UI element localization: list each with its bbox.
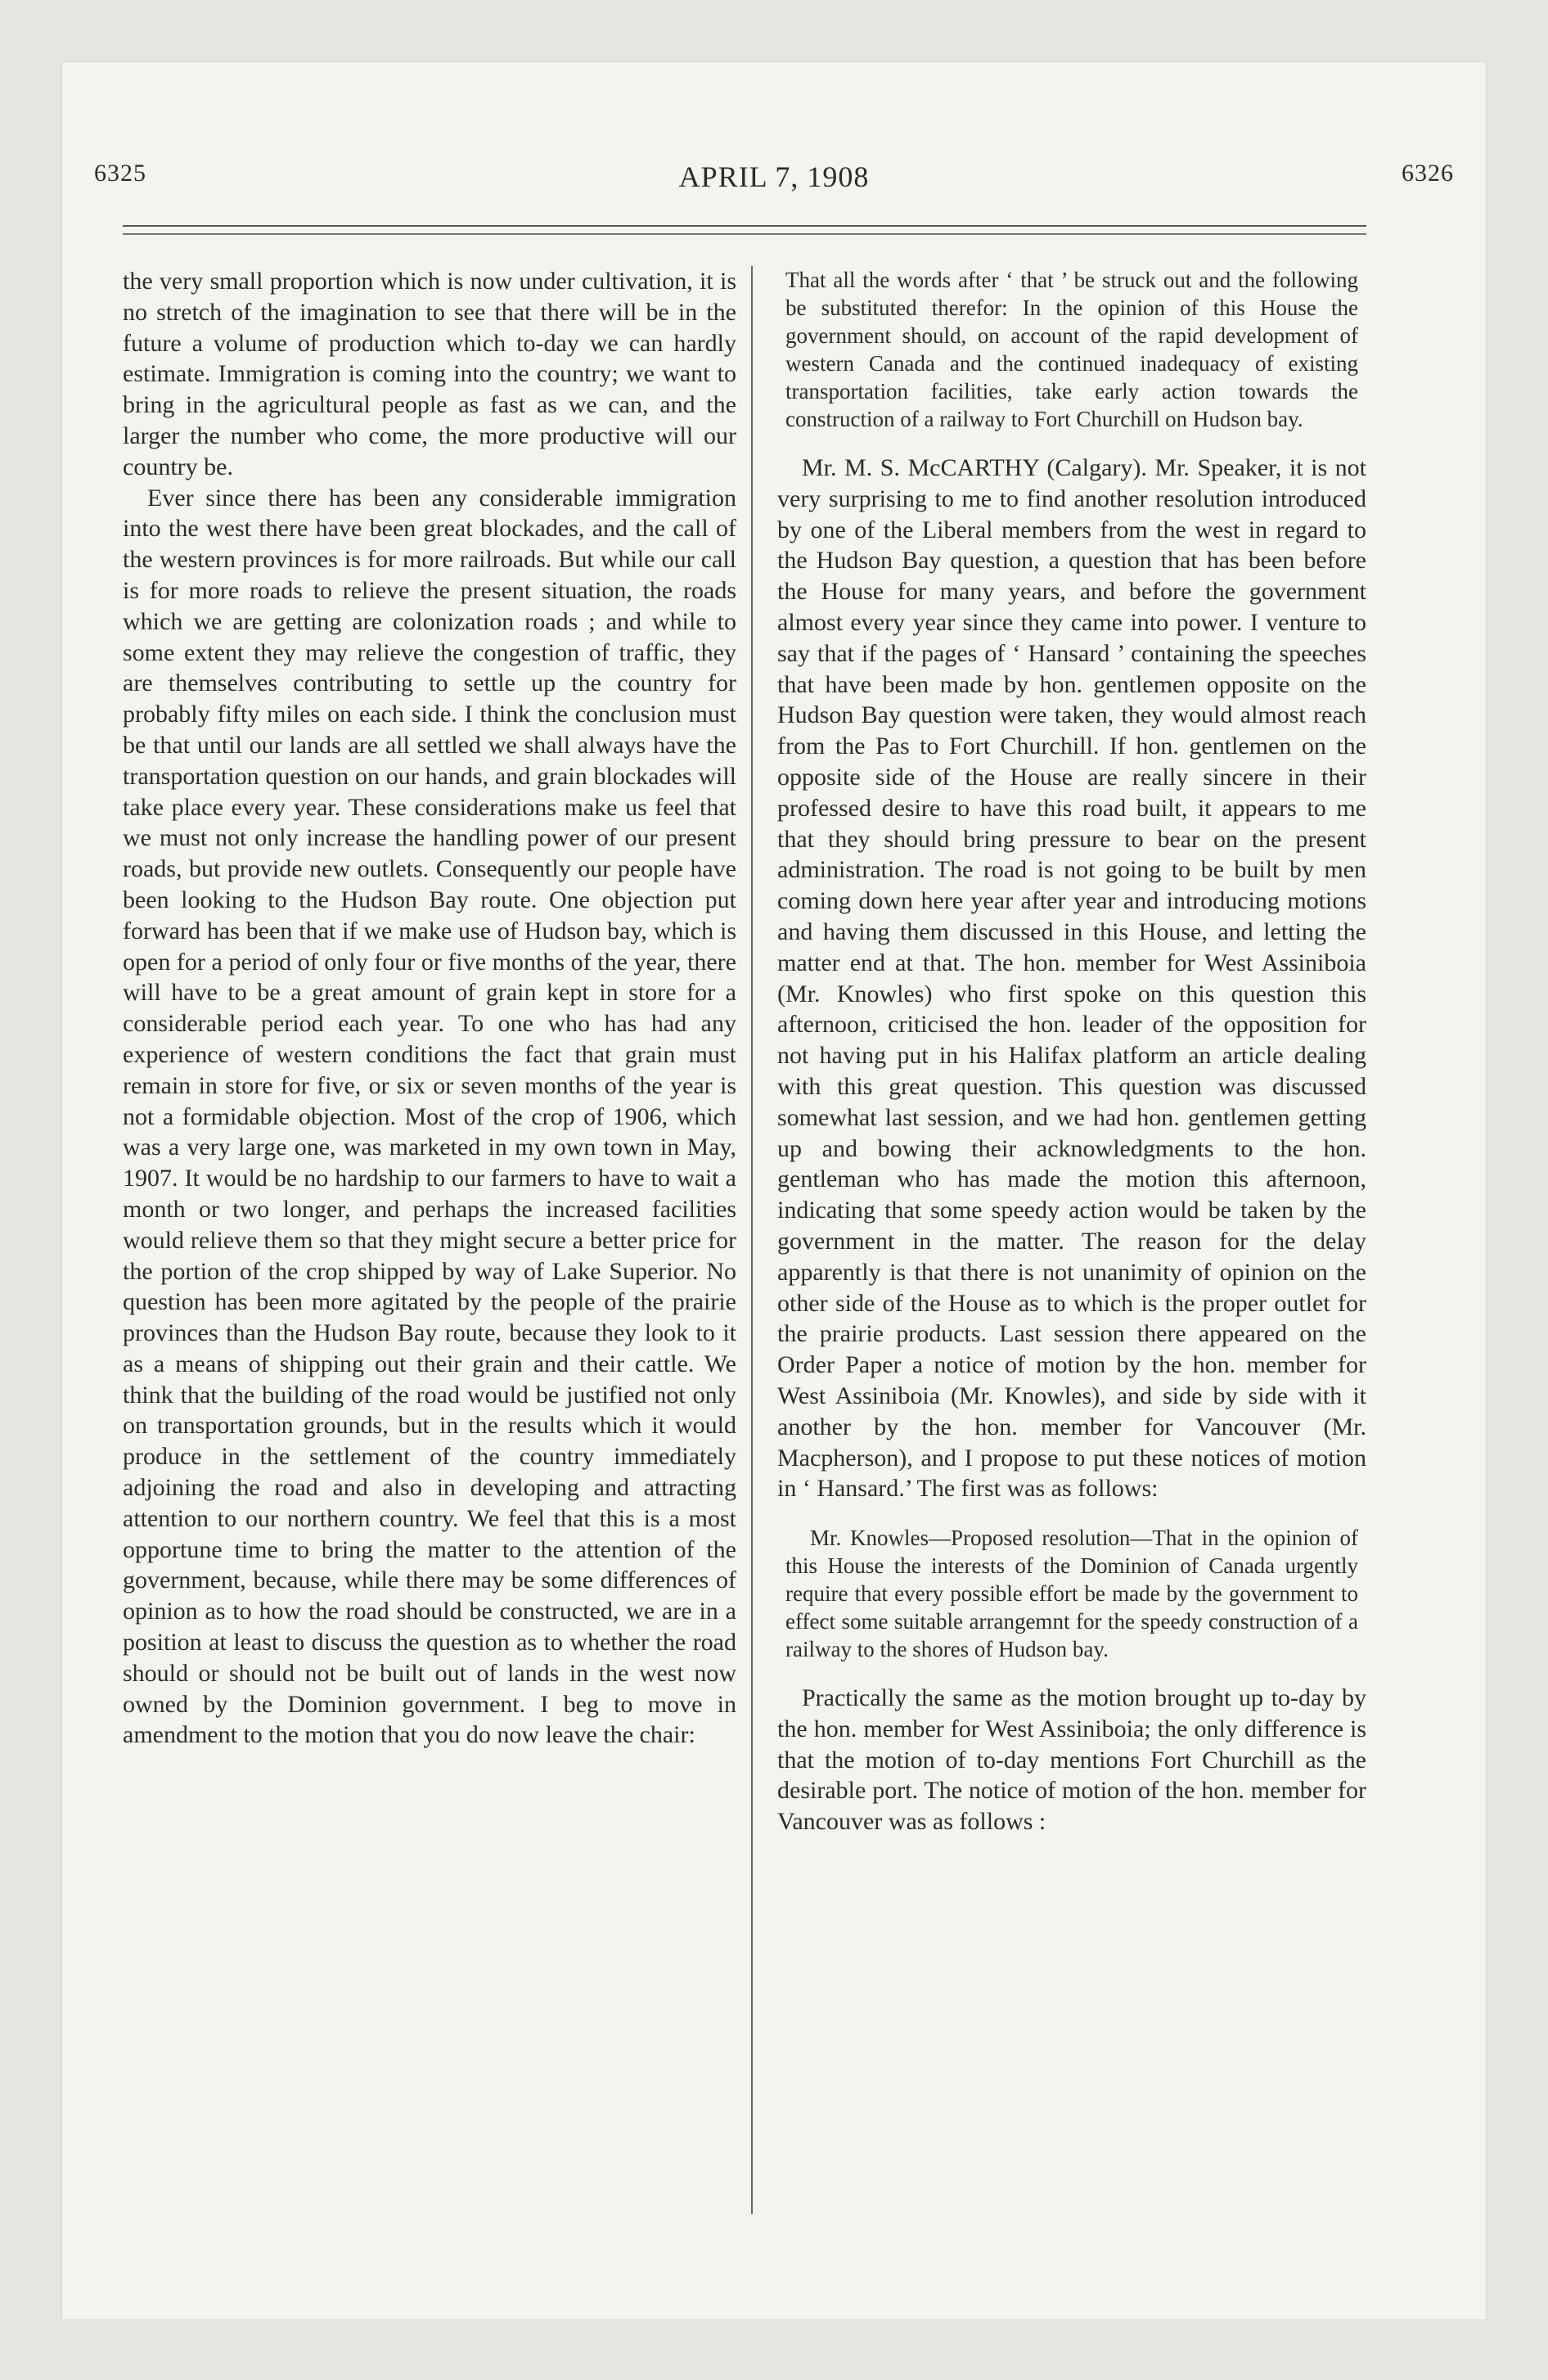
spacer bbox=[777, 433, 1366, 453]
closing-paragraph: Practically the same as the motion brought up to-day by the hon. member for West Assiniboia; the only difference is that the motion of to-day mentions Fort Churchill as the desirable port. The notice of motion of the hon. member for Vancouver was as follows : bbox=[777, 1684, 1366, 1836]
paragraph: Ever since there has been any considerable immigration into the west there have been great blockades, and the call of the western provinces is for more railroads. But while our call is for more roads to relieve the present situation, the roads which we are getting are colonization roads ; and while to some extent they may relieve the congestion of traffic, they are themselves contributing to settle up the country for probably fifty miles on each side. I think the conclusion must be that until our lands are all settled we shall always have the transportation question on our hands, and grain blockades will take place every year. These considerations make us feel that we must not only increase the handling power of our present roads, but provide new outlets. Consequently our people have been looking to the Hudson Bay route. One objection put forward has been that if we make use of Hudson bay, which is open for a period of only four or five months of the year, there will have to be a great amount of grain kept in store for a considerable period each year. To one who has had any experience of western conditions the fact that grain must remain in store for five, or six or seven months of the year is not a formidable objection. Most of the crop of 1906, which was a very large one, was marketed in my own town in May, 1907. It would be no hardship to our farmers to have to wait a month or two longer, and perhaps the increased facilities would relieve them so that they might secure a better price for the portion of the crop shipped by way of Lake Superior. No question has been more agitated by the people of the prairie provinces than the Hudson Bay route, because they look to it as a means of shipping out their grain and their cattle. We think that the building of the road would be justified not only on transportation grounds, but in the results which it would produce in the settlement of the country immediately adjoining the road and also in developing and attracting attention to our northern country. We feel that this is a most opportune time to bring the matter to the attention of the government, because, while there may be some differences of opinion as to how the road should be constructed, we are in a position at least to discuss the question as to whether the road should or should not be built out of lands in the west now owned by the Dominion government. I beg to move in amendment to the motion that you do now leave the chair: bbox=[123, 484, 736, 1749]
left-column bbox=[123, 266, 736, 1751]
page-header bbox=[61, 102, 1487, 201]
column-divider bbox=[751, 266, 753, 2214]
mccarthy-speech: Mr. M. S. McCARTHY (Calgary). Mr. Speaker, it is not very surprising to me to find another resolution introduced by one of the Liberal members from the west in regard to the Hudson Bay question, a question that has been before the House for many years, and before the government almost every year since they came into power. I venture to say that if the pages of ‘ Hansard ’ containing the speeches that have been made by hon. gentlemen opposite on the Hudson Bay question were taken, they would almost reach from the Pas to Fort Churchill. If hon. gentlemen on the opposite side of the House are really sincere in their professed desire to have this road built, it appears to me that they should bring pressure to bear on the present administration. The road is not going to be built by men coming down here year after year and introducing motions and having them discussed in this House, and letting the matter end at that. The hon. member for West Assiniboia (Mr. Knowles) who first spoke on this question this afternoon, criticised the hon. leader of the opposition for not having put in his Halifax platform an article dealing with this great question. This question was discussed somewhat last session, and we had hon. gentlemen getting up and bowing their acknowledgments to the hon. gentleman who has made the motion this afternoon, indicating that some speedy action would be taken by the government in the matter. The reason for the delay apparently is that there is not unanimity of opinion on the other side of the House as to which is the proper outlet for the prairie products. Last session there appeared on the Order Paper a notice of motion by the hon. member for West Assiniboia (Mr. Knowles), and side by side with it another by the hon. member for Vancouver (Mr. Macpherson), and I propose to put these notices of motion in ‘ Hansard.’ The first was as follows: bbox=[777, 454, 1366, 1503]
page-number-right: 6326 bbox=[1402, 160, 1454, 187]
paragraph: the very small proportion which is now under cultivation, it is no stretch of the imagination to see that there will be in the future a volume of production which to-day we can hardly estimate. Immigration is coming into the country; we want to bring in the agricultural people as fast as we can, and the larger the number who come, the more productive will our country be. bbox=[123, 268, 736, 480]
page-number-left: 6325 bbox=[94, 160, 146, 187]
spacer bbox=[777, 1663, 1366, 1683]
page-date: APRIL 7, 1908 bbox=[678, 160, 870, 193]
right-column bbox=[777, 266, 1366, 1837]
amendment-text: That all the words after ‘ that ’ be struck out and the following be substituted therefor: In the opinion of this House the government should, on account of the rapid development of western Canada and the continued inadequacy of existing transportation facilities, take early action towards the construction of a railway to Fort Churchill on Hudson bay. bbox=[785, 268, 1358, 431]
header-rule bbox=[123, 225, 1366, 235]
spacer bbox=[777, 1504, 1366, 1524]
knowles-motion-quote: Mr. Knowles—Proposed resolution—That in the opinion of this House the interests of the Dominion of Canada urgently require that every possible effort be made by the government to effect some suitable arrangemnt for the speedy construction of a railway to the shores of Hudson bay. bbox=[785, 1526, 1358, 1662]
